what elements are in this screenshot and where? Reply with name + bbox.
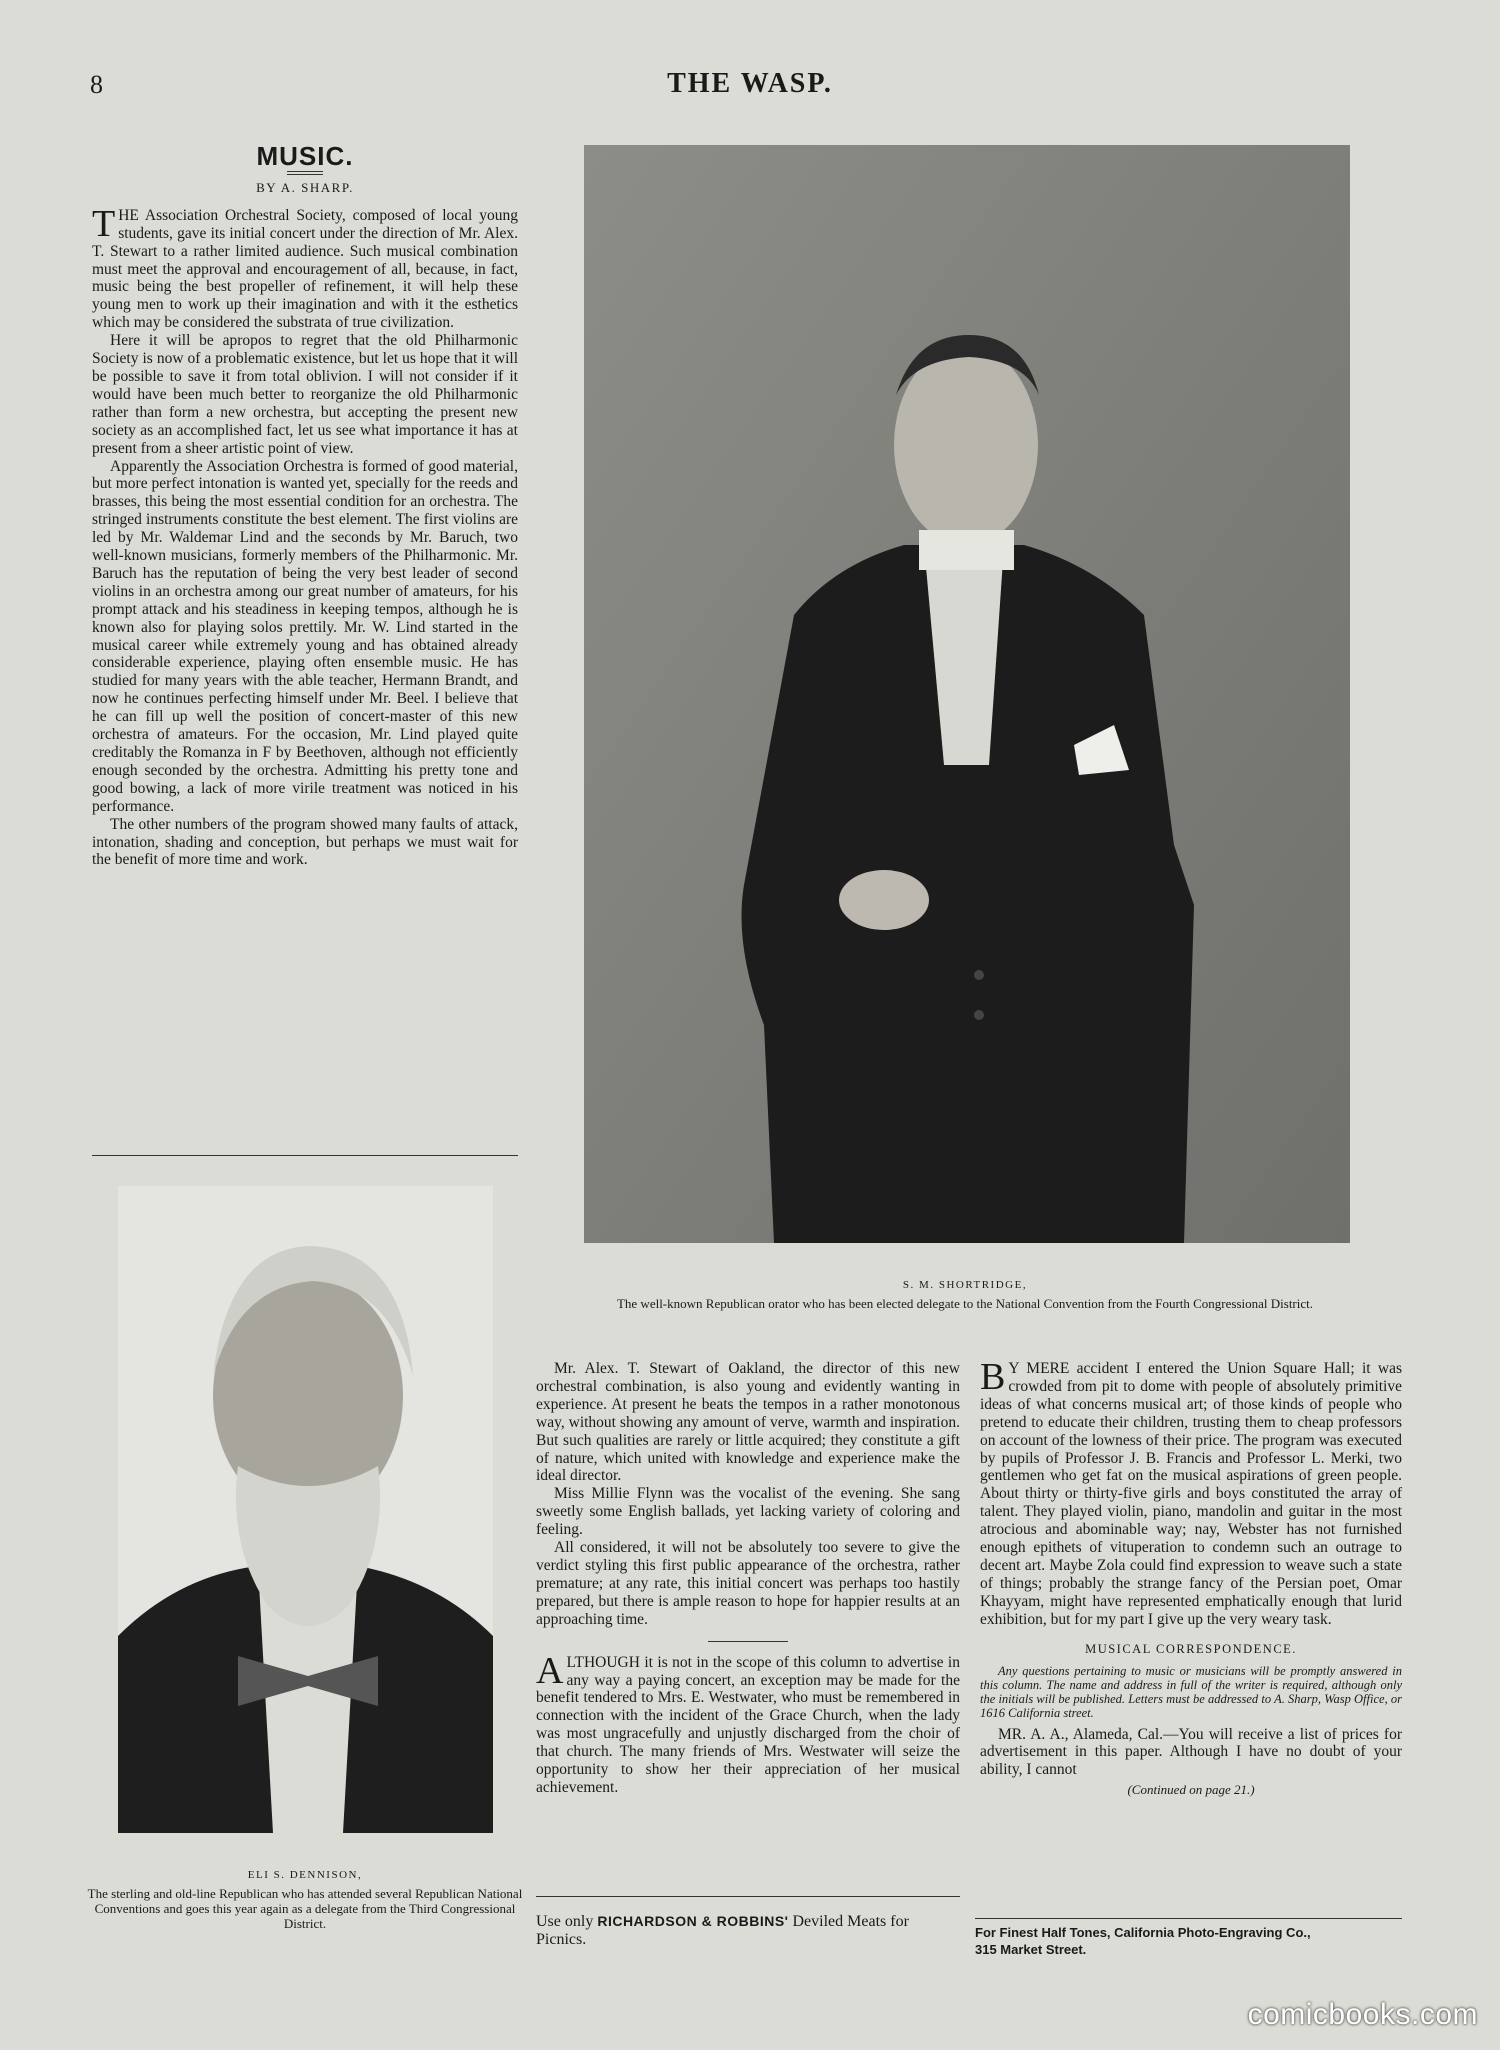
title-rule — [287, 171, 323, 175]
paragraph: Here it will be apropos to regret that the old Philharmonic Society is now of a problematic existence, but let us hope that it will be possible to save it from total oblivion. I will not consider if it would have been much better to reorganize the old Philharmonic rather than form a new orchestra, but accepting the present new society as an accomplished fact, let us see what importance it has at present from a sheer artistic point of view. — [92, 332, 518, 457]
article-column-1 — [92, 141, 518, 869]
portrait-shortridge — [584, 145, 1350, 1243]
correspondence-heading: MUSICAL CORRESPONDENCE. — [1085, 1641, 1297, 1656]
caption-dennison — [85, 1868, 525, 1931]
watermark: comicbooks.com — [1247, 1998, 1478, 2031]
caption-name: S. M. SHORTRIDGE, — [902, 1279, 1028, 1291]
correspondence-note: Any questions pertaining to music or musicians will be promptly answered in this column. The name and address in full of the writer is required, although only the initials will be published. Letters must be addressed to A. Sharp, Wasp Office, or 1616 California street. — [980, 1663, 1402, 1720]
portrait-dennison-image — [118, 1186, 493, 1833]
paragraph: Apparently the Association Orchestra is formed of good material, but more perfect intonation is wanted yet, specially for the reeds and brasses, this being the most essential condition for an orchestra. The stringed instruments constitute the best element. The first violins are led by Mr. Waldemar Lind and the seconds by Mr. Baruch, two well-known musicians, formerly members of the Philharmonic. Mr. Baruch has the reputation of being the very best leader of second violins in an orchestra among our great number of amateurs, for his prompt attack and his steadiness in keeping tempos, although he is known also for playing solos prettily. Mr. W. Lind started in the musical career while extremely young and has obtained already considerable experience, playing often ensemble music. He has studied for many years with the able teacher, Hermann Brandt, and now he continues perfecting himself under Mr. Beel. I believe that he can fill up well the position of concert-master of this new orchestra of amateurs. For the occasion, Mr. Lind played quite creditably the Romanza in F by Beethoven, although not efficiently enough seconded by the orchestra. Admitting his pretty tone and good bowing, a lack of more virile treatment was noticed in his performance. — [92, 457, 518, 815]
drop-cap: B — [980, 1356, 1006, 1398]
paragraph: Miss Millie Flynn was the vocalist of the evening. She sang sweetly some English ballads, yet lacking variety of coloring and feeling. — [536, 1485, 960, 1539]
ad-richardson: Use only RICHARDSON & ROBBINS' Deviled Meats for Picnics. — [536, 1913, 909, 1948]
paragraph: All considered, it will not be absolutely too severe to give the verdict styling this first public appearance of the orchestra, rather premature; at any rate, this initial concert was perhaps too hastily prepared, but there is ample reason to hope for happier results at an approaching time. — [536, 1539, 960, 1628]
column-rule — [975, 1918, 1402, 1919]
paragraph: THE Association Orchestral Society, composed of local young students, gave its initial concert under the direction of Mr. Alex. T. Stewart to a rather limited audience. Such musical combination must meet the approval and encouragement of all, because, in fact, music being the best propeller of refinement, it will help these young men to work up their imagination and with it the esthetics which may be considered the substrata of true civilization. — [92, 202, 518, 332]
column-rule — [536, 1896, 960, 1897]
section-divider — [708, 1641, 788, 1642]
continued-note: (Continued on page 21.) — [1127, 1782, 1255, 1798]
paragraph: B Y MERE accident I entered the Union Square Hall; it was crowded from pit to dome with people of absolutely primitive ideas of what concerns musical art; of those kinds of people who pretend to educate their children, trusting them to cheap professors on account of the lowness of their price. The program was executed by pupils of Professor J. B. Francis and Professor L. Merki, two gentlemen who get fat on the musical aspirations of green people. About thirty or thirty-five girls and boys constituted the array of talent. They played violin, piano, mandolin and guitar in the most atrocious and abominable way; nay, Webster has not furnished enough epithets of vituperation to condemn such an outrage to decent art. Maybe Zola could find expression to weave such a state of things; probably the strange fancy of the Persian poet, Omar Khayyam, might have represented emphatically enough that lurid exhibition, but for my part I give up the very weary task. — [980, 1356, 1402, 1628]
column-rule — [92, 1155, 518, 1156]
caption-text: The sterling and old-line Republican who has attended several Republican National Conventions and goes this year again as a delegate from the Third Congressional District. — [87, 1886, 523, 1931]
article-byline: BY A. SHARP. — [256, 179, 354, 195]
paragraph: ALTHOUGH it is not in the scope of this column to advertise in any way a paying concert, an exception may be made for the benefit tendered to Mrs. E. Westwater, who must be remembered in connection with the incident of the Grace Church, when the lady was most ungracefully and unjustly discharged from the choir of that church. The many friends of Mrs. Westwater will seize the opportunity to show her their appreciation of her musical achievement. — [536, 1649, 960, 1796]
caption-name: ELI S. DENNISON, — [247, 1869, 363, 1881]
drop-cap: A — [536, 1649, 564, 1692]
portrait-shortridge-image — [584, 145, 1350, 1243]
article-column-3 — [980, 1356, 1402, 1799]
paragraph: The other numbers of the program showed many faults of attack, intonation, shading and conception, but perhaps we must wait for the benefit of more time and work. — [92, 815, 518, 869]
portrait-dennison — [118, 1186, 493, 1833]
paragraph: Mr. Alex. T. Stewart of Oakland, the director of this new orchestral combination, is also young and evidently wanting in experience. At present he beats the tempos in a rather monotonous way, without showing any amount of verve, warmth and inspiration. But such qualities are rarely or little acquired; they constitute a gift of nature, which united with knowledge and experience make the ideal director. — [536, 1360, 960, 1485]
article-column-2 — [536, 1360, 960, 1797]
drop-cap: T — [92, 202, 116, 245]
page-number: 8 — [90, 70, 103, 99]
article-title: MUSIC. — [256, 141, 354, 171]
caption-shortridge — [570, 1278, 1360, 1311]
correspondence-reply: MR. A. A., Alameda, Cal.—You will receive a list of prices for advertisement in this paper. Although I have no doubt of your ability, I cannot — [980, 1725, 1402, 1779]
ad-engraving: For Finest Half Tones, California Photo-Engraving Co., 315 Market Street. — [975, 1925, 1311, 1957]
caption-text: The well-known Republican orator who has been elected delegate to the National Convention from the Fourth Congressional District. — [616, 1296, 1314, 1311]
masthead: THE WASP. — [667, 68, 833, 99]
ad-brand: RICHARDSON & ROBBINS' — [597, 1913, 789, 1929]
